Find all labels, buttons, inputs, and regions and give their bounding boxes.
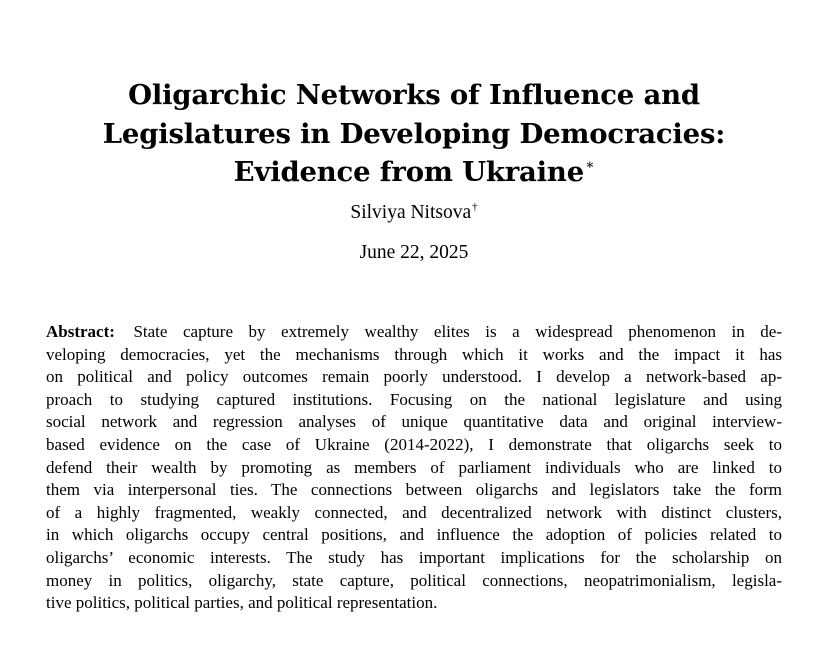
abstract-line [46, 321, 782, 344]
abstract-line-text: State capture by extremely wealthy elites is a widespread phenomenon in de- [133, 322, 782, 341]
author-footnote-mark: † [472, 201, 478, 213]
title-line-3-text: Evidence from Ukraine [233, 156, 584, 188]
title-line-1: Oligarchic Networks of Influence and [128, 79, 700, 111]
abstract-line: them via interpersonal ties. The connections between oligarchs and legislators take the form [46, 480, 782, 500]
paper-title [0, 76, 828, 192]
title-line-3 [0, 153, 828, 192]
abstract-line: defend their wealth by promoting as members of parliament individuals who are linked to [46, 457, 782, 477]
abstract-line: in which oligarchs occupy central positions, and influence the adoption of policies related to [46, 525, 782, 545]
abstract-line: on political and policy outcomes remain poorly understood. I develop a network-based ap- [46, 367, 782, 387]
abstract-line: oligarchs’ economic interests. The study has important implications for the scholarship on [46, 547, 782, 567]
abstract [46, 321, 782, 615]
abstract-line: based evidence on the case of Ukraine (2014-2022), I demonstrate that oligarchs seek to [46, 434, 782, 454]
abstract-line: of a highly fragmented, weakly connected, and decentralized network with distinct clusters, [46, 502, 782, 522]
publication-date: June 22, 2025 [359, 242, 469, 263]
abstract-line: social network and regression analyses of unique quantitative data and original interview- [46, 412, 782, 432]
author-name: Silviya Nitsova [350, 202, 472, 223]
abstract-line: tive politics, political parties, and political representation. [46, 593, 438, 613]
abstract-line: proach to studying captured institutions. Focusing on the national legislature and using [46, 389, 782, 409]
title-line-2: Legislatures in Developing Democracies: [102, 117, 726, 150]
abstract-line: money in politics, oligarchy, state capture, political connections, neopatrimonialism, legisla- [46, 570, 782, 590]
abstract-label: Abstract: [46, 322, 115, 341]
author [0, 200, 828, 226]
title-footnote-mark: ∗ [585, 157, 595, 173]
abstract-line: veloping democracies, yet the mechanisms through which it works and the impact it has [46, 344, 782, 364]
